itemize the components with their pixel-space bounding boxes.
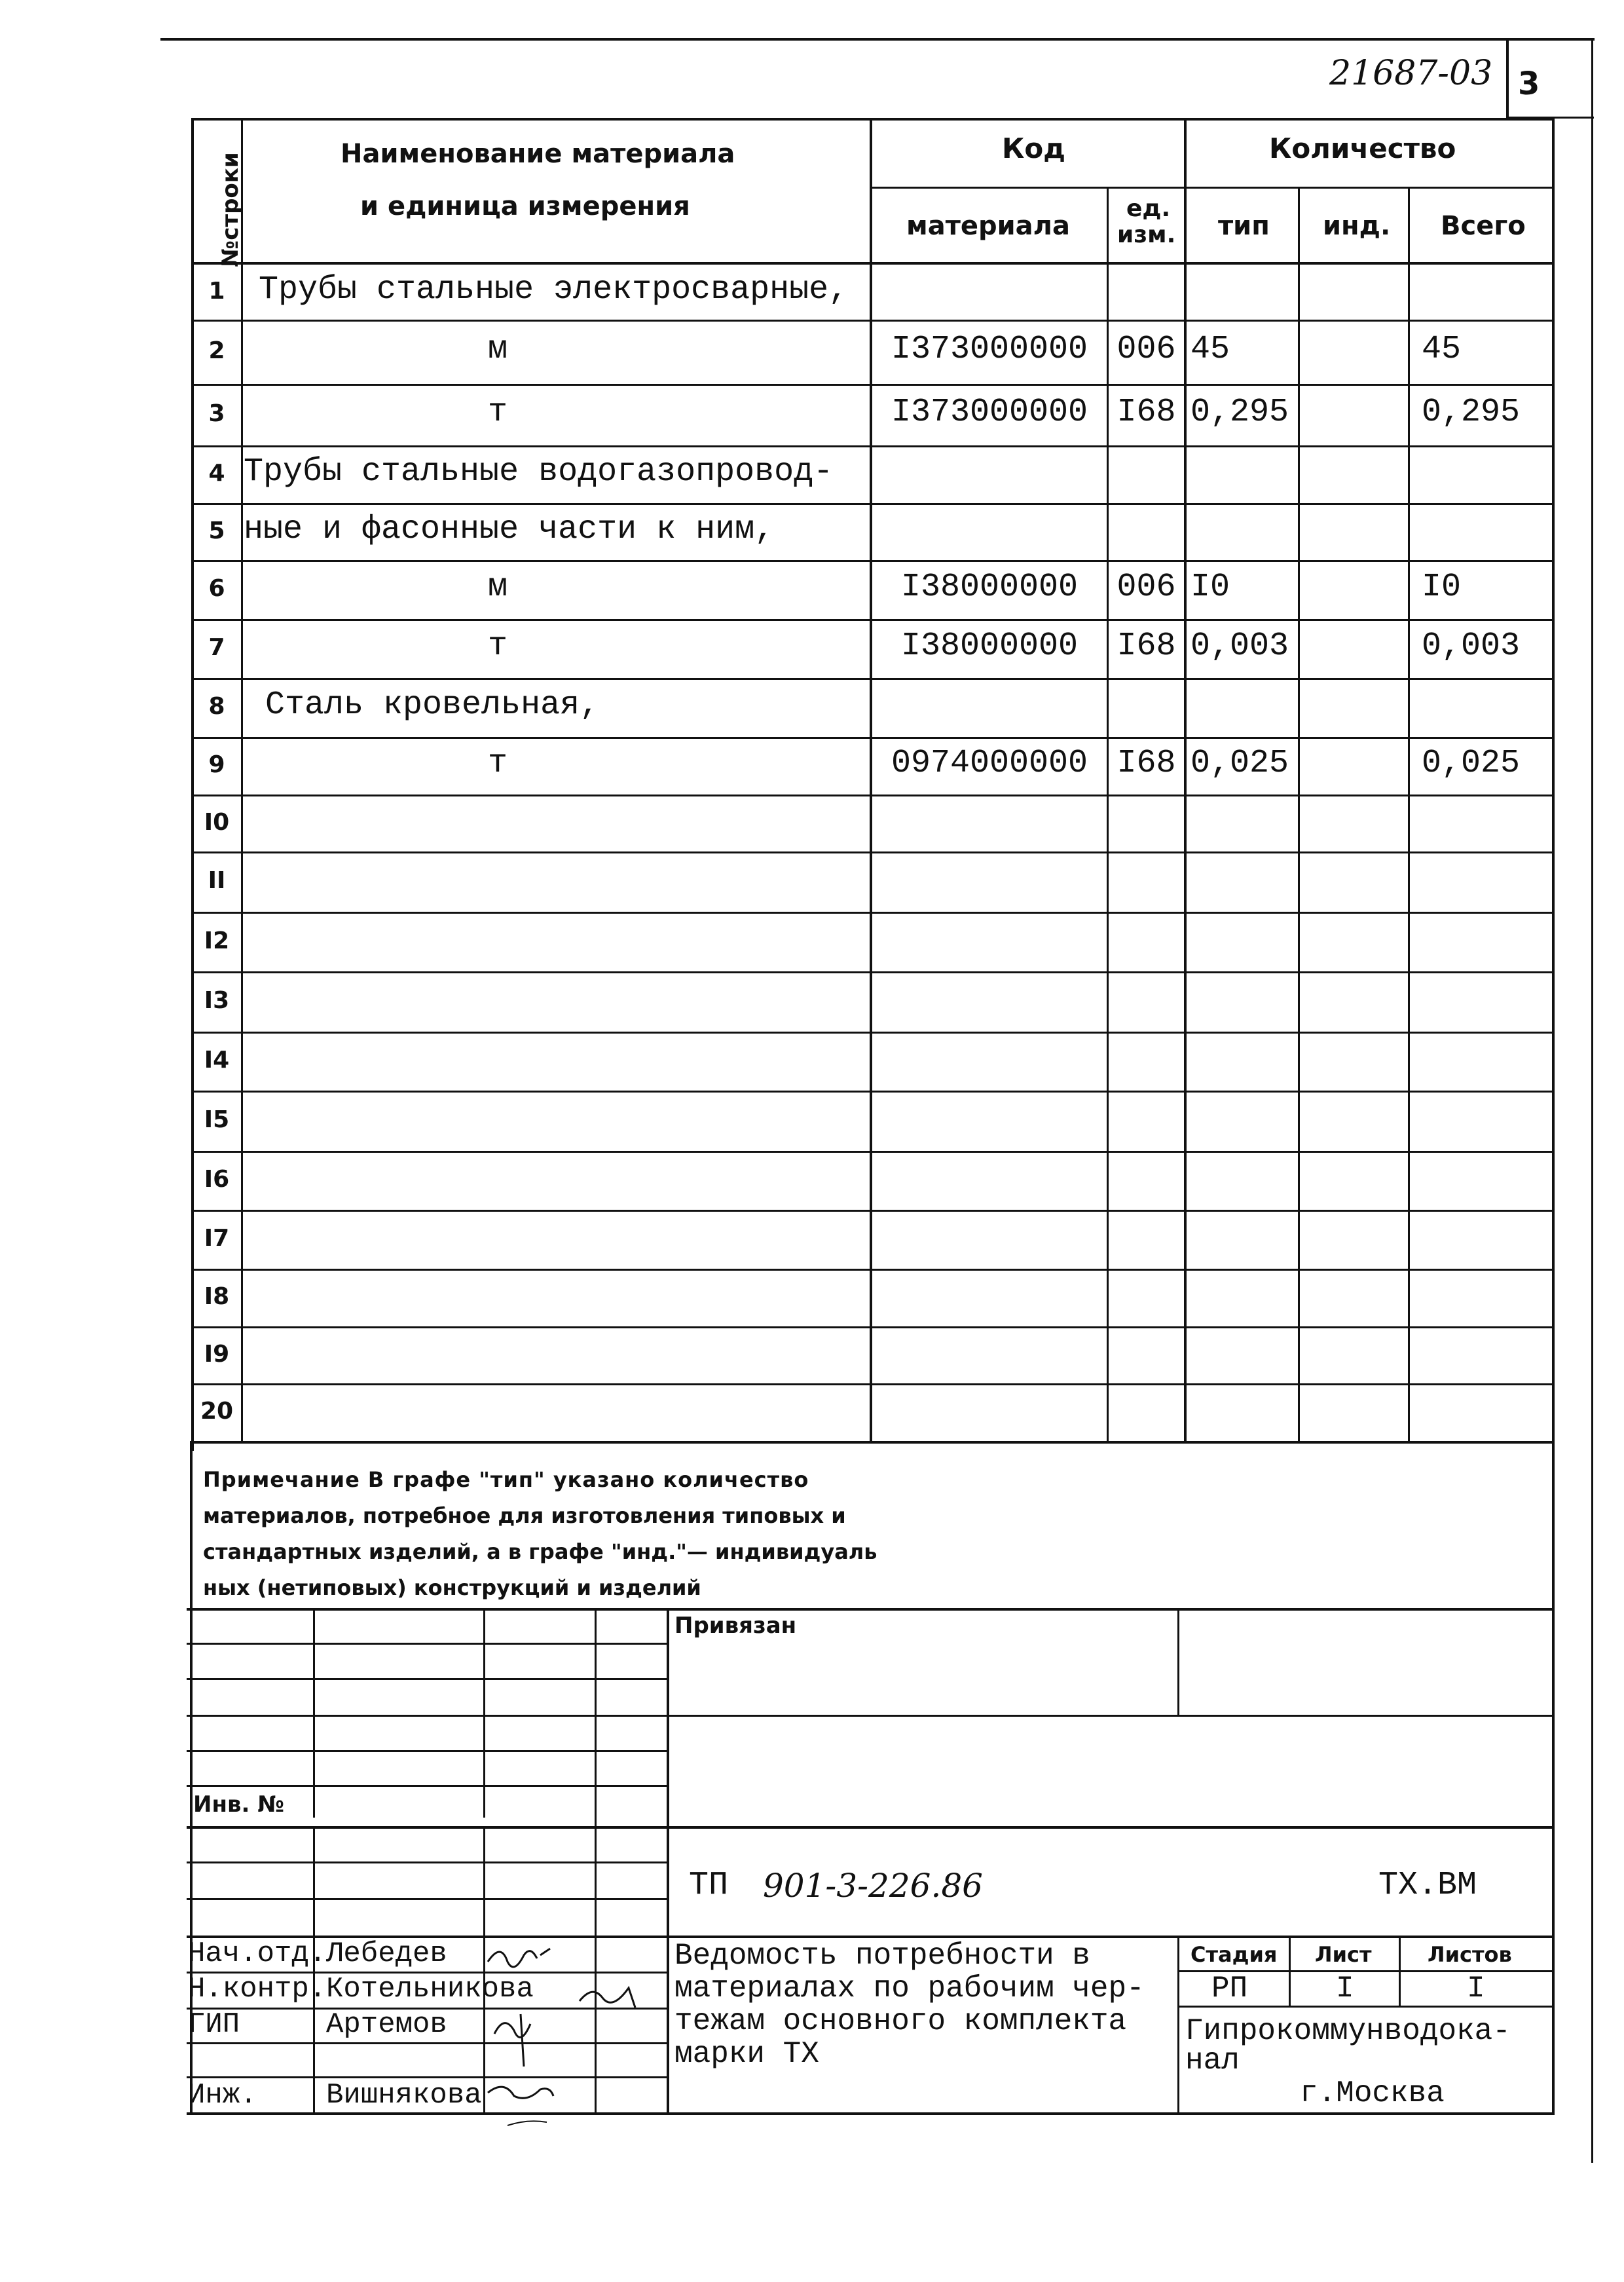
row-number: 4	[208, 460, 225, 487]
material-name: т	[488, 394, 508, 431]
note-line-2: материалов, потребное для изготовления типовых и	[203, 1503, 846, 1528]
quantity-total: 45	[1422, 331, 1462, 368]
sign-role-5: Инж.	[188, 2079, 257, 2112]
row-separator	[191, 560, 1555, 562]
header-code: Код	[1002, 132, 1066, 164]
quantity-type: 0,025	[1190, 745, 1289, 782]
col-divider-code	[1107, 187, 1109, 1441]
header-bottom-line	[191, 262, 1555, 265]
row-separator	[191, 503, 1555, 505]
project-code: ТП	[689, 1867, 729, 1904]
unit-code: I68	[1116, 745, 1176, 782]
header-name-line2: и единица измерения	[360, 191, 690, 221]
sign-name-1: Лебедев	[326, 1937, 447, 1970]
stamp-stage-left	[1177, 1936, 1179, 2112]
page-number: 3	[1518, 65, 1540, 102]
title-line-3: тежам основного комплекта	[674, 2004, 1127, 2038]
stamp-left-row1	[187, 1643, 668, 1645]
col-divider-unit	[1184, 118, 1187, 1441]
row-number: 6	[208, 575, 225, 602]
row-separator	[191, 1210, 1555, 1212]
sign-role-3: ГИП	[188, 2008, 240, 2041]
row-separator	[191, 1269, 1555, 1271]
material-code: I38000000	[900, 627, 1079, 665]
header-quantity: Количество	[1269, 132, 1456, 164]
unit-code: I68	[1116, 627, 1176, 665]
row-number: I0	[204, 808, 230, 836]
col-divider-ind	[1408, 187, 1410, 1441]
stamp-left-row4	[187, 1750, 668, 1752]
sheet-value: I	[1336, 1972, 1354, 2006]
doc-number: 21687-03	[1329, 54, 1493, 93]
col-divider-type	[1298, 187, 1300, 1441]
unit-code: 006	[1116, 569, 1176, 606]
material-name: ные и фасонные части к ним,	[244, 510, 775, 548]
row-separator	[191, 912, 1555, 914]
row-number: 8	[208, 693, 225, 720]
stamp-stage-row2	[1177, 2006, 1555, 2008]
sheet-label: Лист	[1315, 1942, 1372, 1967]
header-row-number: №строки	[217, 152, 244, 267]
material-name: т	[488, 745, 508, 782]
quantity-total: 0,003	[1422, 627, 1521, 665]
stamp-left-row2	[187, 1678, 668, 1680]
stamp-left-row8	[187, 1898, 668, 1900]
row-separator	[191, 737, 1555, 739]
sign-role-1: Нач.отд.	[188, 1937, 327, 1970]
row-separator	[191, 851, 1555, 853]
mark-code: ТХ.ВМ	[1378, 1867, 1477, 1904]
unit-code: 006	[1116, 331, 1176, 368]
row-separator	[191, 1032, 1555, 1034]
note-line-1: Примечание В графе "тип" указано количество	[203, 1467, 809, 1492]
unit-code: I68	[1116, 394, 1176, 431]
inventory-number-label: Инв. №	[193, 1791, 285, 1818]
row-number: II	[208, 867, 226, 894]
row-separator	[191, 1326, 1555, 1328]
row-number: I7	[204, 1225, 230, 1252]
stamp-privyazan-divider	[1177, 1608, 1179, 1716]
row-number: 1	[208, 278, 225, 305]
row-number: I6	[204, 1166, 230, 1193]
material-code: I373000000	[891, 394, 1088, 431]
quantity-total: 0,295	[1422, 394, 1521, 431]
quantity-type: I0	[1190, 569, 1230, 606]
row-separator	[191, 619, 1555, 621]
material-name: Сталь кровельная,	[265, 686, 600, 724]
stage-value: РП	[1211, 1972, 1248, 2006]
title-line-4: марки ТХ	[674, 2037, 819, 2071]
city: г.Москва	[1300, 2076, 1445, 2110]
right-margin-line	[1591, 41, 1593, 2163]
col-divider-no	[241, 118, 243, 1441]
header-qty-type: тип	[1218, 211, 1270, 241]
row-number: I4	[204, 1047, 230, 1074]
row-number: 2	[208, 337, 225, 364]
row-separator	[191, 971, 1555, 973]
row-separator	[191, 795, 1555, 796]
row-number: I5	[204, 1106, 230, 1133]
quantity-type: 0,003	[1190, 627, 1289, 665]
stamp-row6	[187, 1826, 1555, 1829]
material-name: т	[488, 627, 508, 665]
title-line-2: материалах по рабочим чер-	[674, 1972, 1145, 2006]
row-separator	[191, 678, 1555, 680]
project-number: 901-3-226.86	[763, 1867, 983, 1905]
row-number: 5	[208, 517, 225, 544]
stamp-stage-col2	[1399, 1936, 1401, 2006]
material-code: 0974000000	[891, 745, 1088, 782]
page-box-left	[1506, 41, 1509, 118]
row-number: 9	[208, 751, 225, 778]
material-name: м	[488, 569, 508, 606]
row-number: I8	[204, 1283, 230, 1310]
note-line-3: стандартных изделий, а в графе "инд."— индивидуаль	[203, 1539, 877, 1564]
material-name: м	[488, 331, 508, 368]
note-line-4: ных (нетиповых) конструкций и изделий	[203, 1575, 701, 1600]
sheets-label: Листов	[1428, 1942, 1512, 1967]
row-separator	[191, 1383, 1555, 1385]
header-qty-total: Всего	[1441, 211, 1526, 241]
row-number: I3	[204, 987, 230, 1014]
quantity-type: 45	[1190, 331, 1230, 368]
stamp-top-line	[187, 1608, 1555, 1611]
stage-label: Стадия	[1190, 1942, 1278, 1967]
stamp-left-row7	[187, 1861, 668, 1863]
stamp-left-row5	[187, 1785, 668, 1787]
sign-name-5: Вишнякова	[326, 2079, 482, 2112]
stamp-right-border	[1552, 1441, 1555, 2115]
sign-role-2: Н.контр.	[188, 1973, 327, 2006]
row-separator	[191, 445, 1555, 447]
organization-line-2: нал	[1185, 2044, 1240, 2078]
stamp-bottom-line	[187, 2112, 1555, 2115]
material-code: I373000000	[891, 331, 1088, 368]
stamp-row3	[187, 1715, 1555, 1717]
material-name: Трубы стальные водогазопровод-	[244, 453, 834, 491]
quantity-total: I0	[1422, 569, 1462, 606]
material-code: I38000000	[900, 569, 1079, 606]
row-separator	[191, 320, 1555, 322]
table-bottom-line	[191, 1441, 1555, 1444]
signature-scribbles	[481, 1936, 678, 2132]
row-number: 3	[208, 400, 225, 427]
row-number: I2	[204, 927, 230, 954]
row-separator	[191, 1151, 1555, 1153]
row-number: 20	[200, 1398, 234, 1425]
sign-name-3: Артемов	[326, 2008, 447, 2041]
table-right-border	[1552, 118, 1555, 1451]
header-unit-line2: изм.	[1117, 221, 1176, 248]
table-top-border	[191, 118, 1555, 121]
row-number: 7	[208, 634, 225, 661]
privyazan-label: Привязан	[674, 1613, 797, 1639]
header-qty-ind: инд.	[1323, 211, 1391, 241]
stamp-stage-col1	[1289, 1936, 1291, 2006]
quantity-type: 0,295	[1190, 394, 1289, 431]
header-unit-line1: ед.	[1126, 195, 1171, 222]
quantity-total: 0,025	[1422, 745, 1521, 782]
material-name: Трубы стальные электросварные,	[259, 271, 849, 309]
row-separator	[191, 384, 1555, 386]
organization-line-1: Гипрокоммунводока-	[1185, 2014, 1511, 2048]
header-sub-line	[870, 187, 1555, 189]
header-code-material: материала	[906, 211, 1070, 241]
row-number: I9	[204, 1340, 230, 1368]
row-separator	[191, 1091, 1555, 1093]
title-line-1: Ведомость потребности в	[674, 1939, 1090, 1973]
sheets-value: I	[1467, 1972, 1485, 2006]
sign-name-2: Котельникова	[326, 1973, 534, 2006]
header-name-line1: Наименование материала	[341, 139, 735, 169]
top-border	[160, 38, 1595, 41]
